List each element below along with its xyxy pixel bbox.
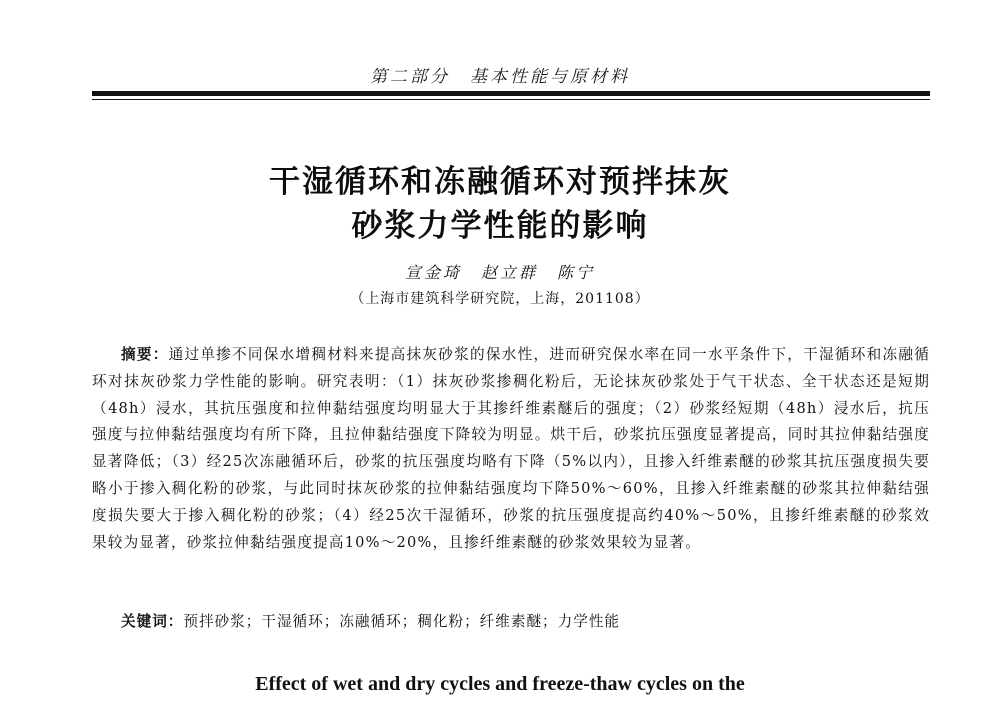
abstract-label: 摘要： bbox=[121, 346, 169, 363]
keywords-label: 关键词： bbox=[121, 613, 184, 630]
abstract bbox=[92, 342, 930, 556]
keywords-text: 预拌砂浆；干湿循环；冻融循环；稠化粉；纤维素醚；力学性能 bbox=[183, 613, 621, 630]
header-rule-thin bbox=[92, 99, 930, 100]
paper-title-line-2: 砂浆力学性能的影响 bbox=[351, 208, 649, 244]
english-title: Effect of wet and dry cycles and freeze-thaw cycles on the bbox=[255, 673, 745, 695]
header-rule-thick bbox=[92, 91, 930, 96]
abstract-text: 通过单掺不同保水增稠材料来提高抹灰砂浆的保水性，进而研究保水率在同一水平条件下，干湿循环和冻融循环对抹灰砂浆力学性能的影响。研究表明：（1）抹灰砂浆掺稠化粉后，无论抹灰砂浆处于气干状态、全干状态还是短期（48h）浸水，其抗压强度和拉伸黏结强度均明显大于其掺纤维素醚后的强度；（2）砂浆经短期（48h）浸水后，抗压强度与拉伸黏结强度均有所下降，且拉伸黏结强度下降较为明显。烘干后，砂浆抗压强度显著提高，同时其拉伸黏结强度显著降低；（3）经25次冻融循环后，砂浆的抗压强度均略有下降（5%以内），且掺入纤维素醚的砂浆其抗压强度损失要略小于掺入稠化粉的砂浆，与此同时抹灰砂浆的拉伸黏结强度均下降50%～60%，且掺入纤维素醚的砂浆其拉伸黏结强度损失要大于掺入稠化粉的砂浆；（4）经25次干湿循环，砂浆的抗压强度提高约40%～50%，且掺纤维素醚的砂浆效果较为显著，砂浆拉伸黏结强度提高10%～20%，且掺纤维素醚的砂浆效果较为显著。 bbox=[92, 346, 930, 551]
authors: 宣金琦 赵立群 陈宁 bbox=[404, 263, 595, 282]
paper-title-line-1: 干湿循环和冻融循环对预拌抹灰 bbox=[269, 164, 731, 200]
keywords bbox=[121, 610, 921, 631]
running-head: 第二部分 基本性能与原材料 bbox=[370, 67, 630, 87]
affiliation: （上海市建筑科学研究院，上海，201108） bbox=[350, 291, 650, 307]
